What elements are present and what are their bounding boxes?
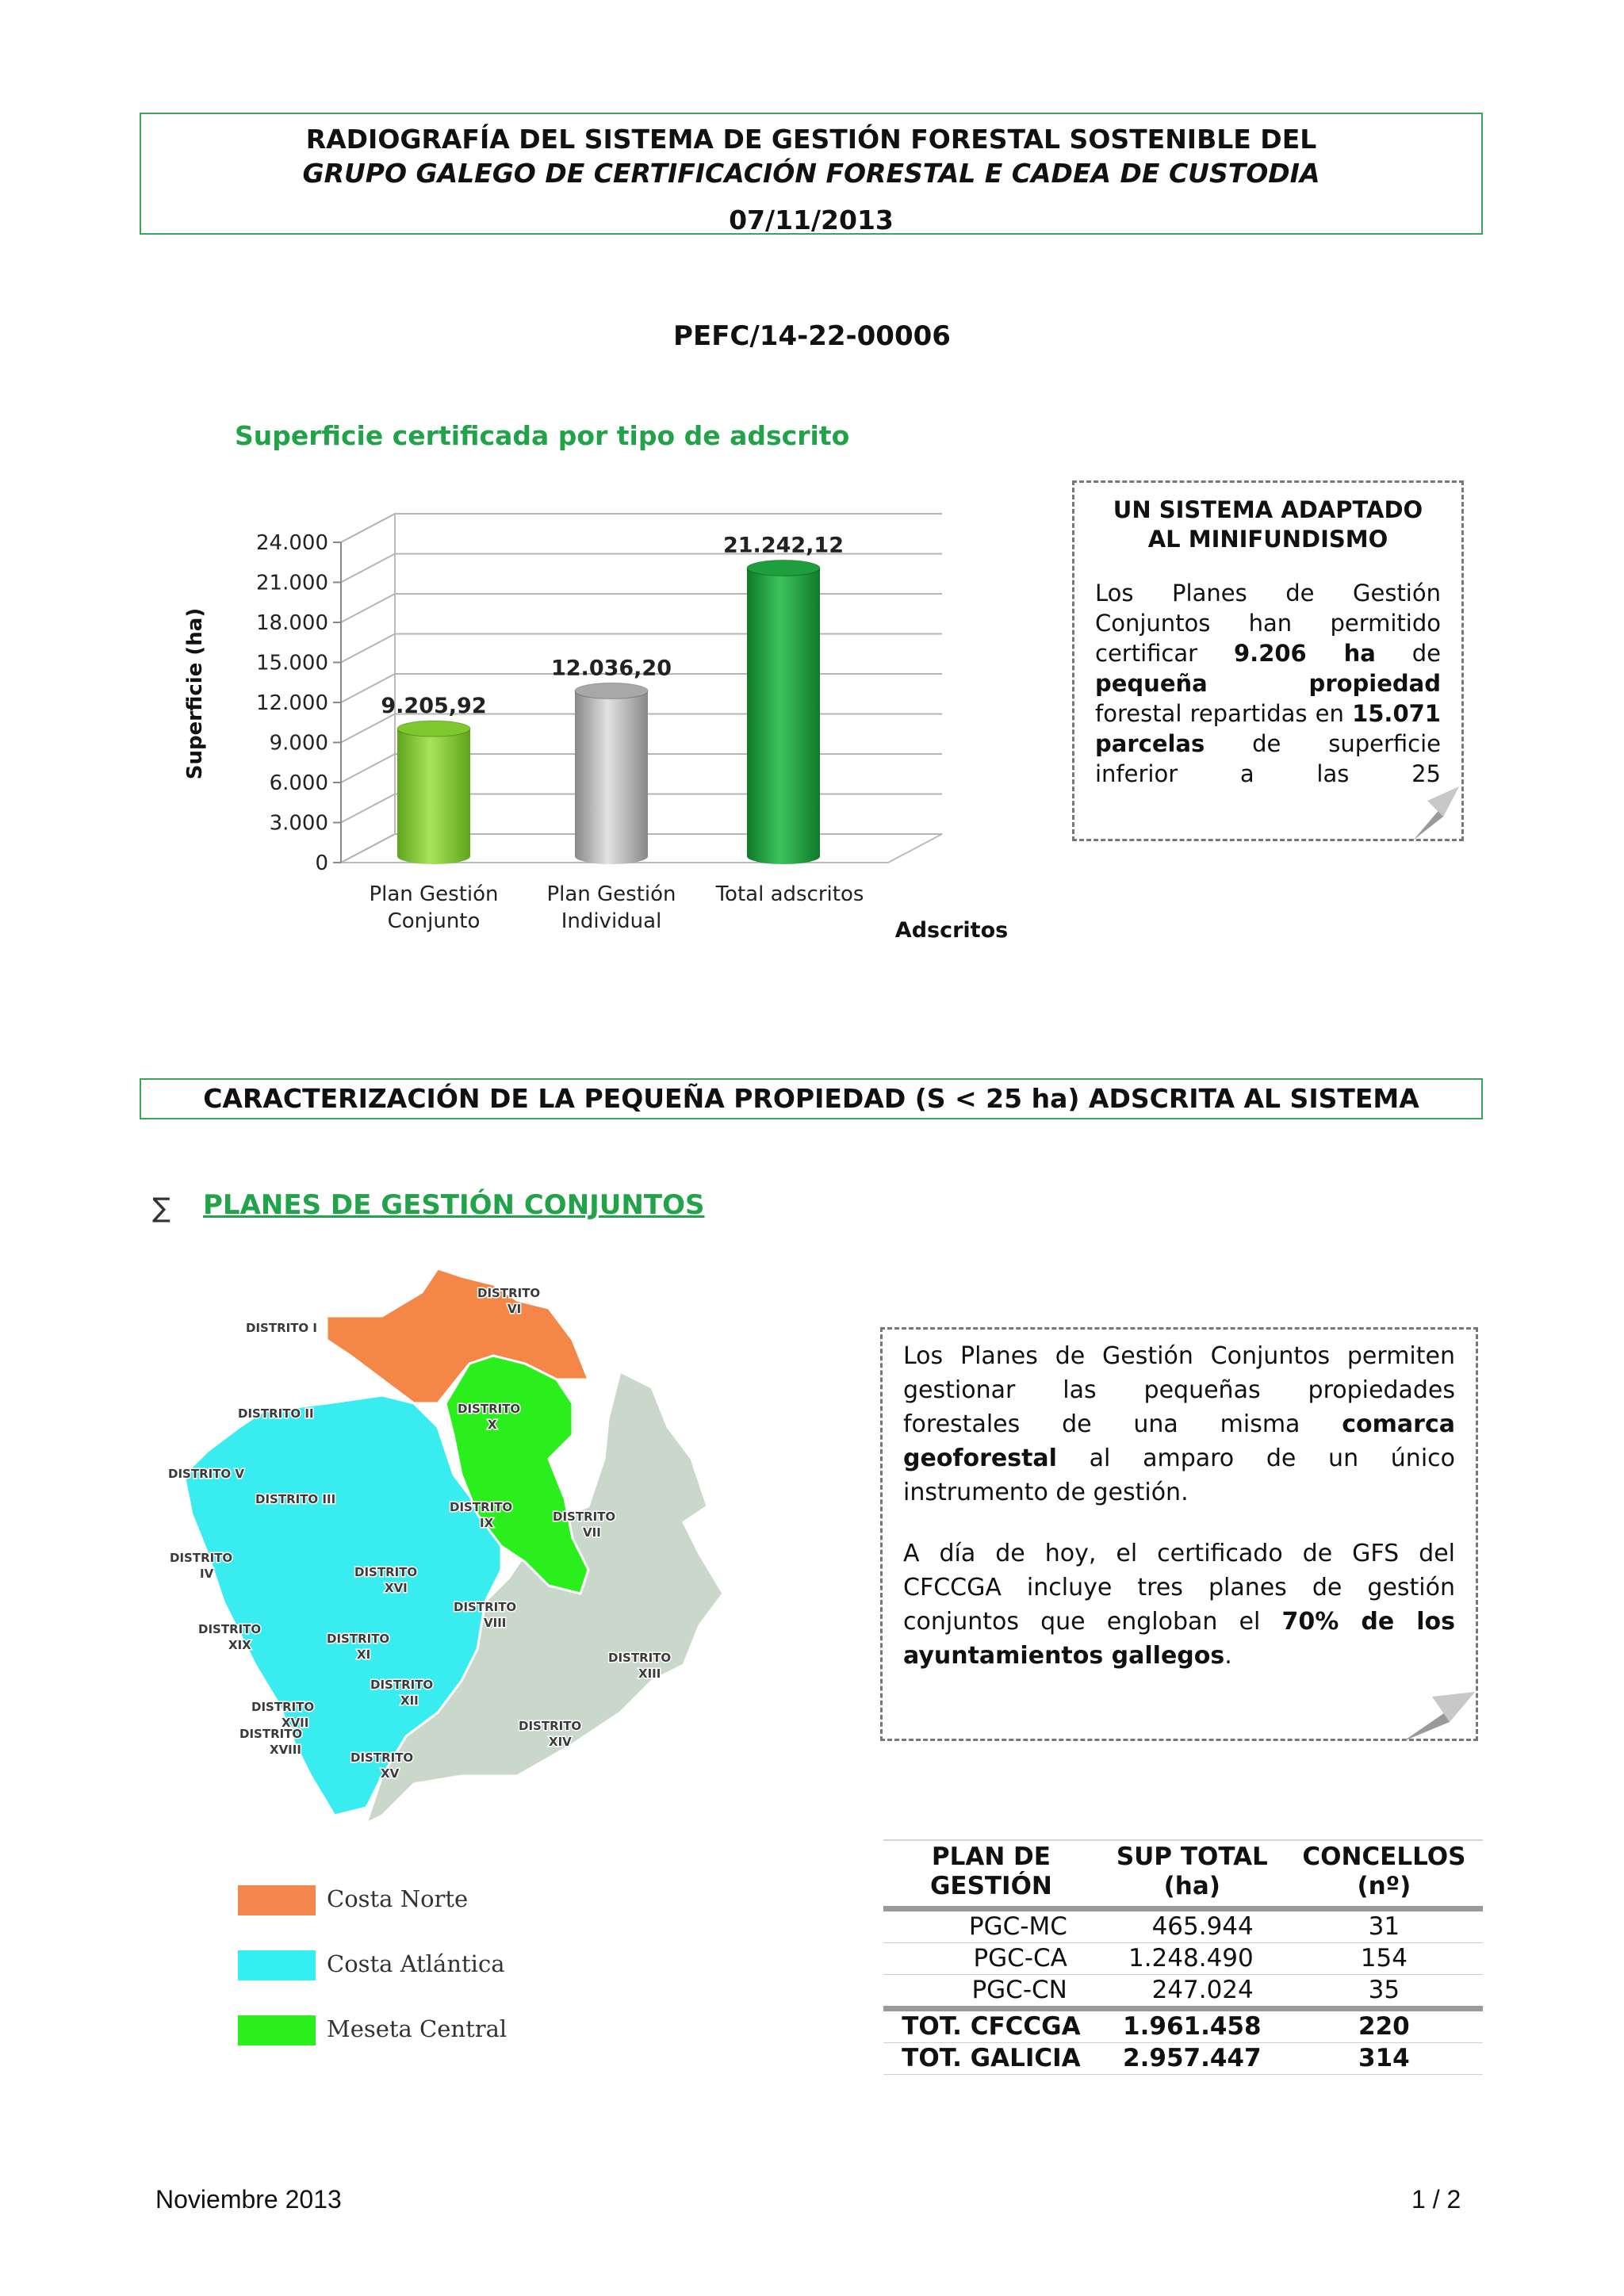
y-tick-label: 24.000	[256, 531, 328, 555]
bar-top	[575, 683, 648, 698]
svg-text:DISTRITO V: DISTRITO V	[168, 1467, 245, 1481]
svg-text:XII: XII	[400, 1693, 419, 1708]
footer-date: Noviembre 2013	[155, 2185, 342, 2214]
svg-text:XVI: XVI	[385, 1581, 408, 1595]
note2-paragraph-1: Los Planes de Gestión Conjuntos permiten gestionar las pequeñas propiedades forestales de una misma comarca geoforestal al amparo de un único instrumento de gestión.	[903, 1342, 1455, 1506]
y-axis-label: Superficie (ha)	[183, 607, 207, 780]
header-sup-total: SUP TOTAL (ha)	[1099, 1840, 1285, 1909]
svg-text:DISTRITO: DISTRITO	[198, 1622, 262, 1636]
table-total-row: TOT. GALICIA 2.957.447 314	[883, 2043, 1483, 2075]
svg-text:XV: XV	[381, 1766, 400, 1781]
y-tick-label: 9.000	[269, 731, 328, 756]
table-row: PGC-MC 465.944 31	[883, 1909, 1483, 1943]
bar-value-label: 12.036,20	[550, 656, 672, 681]
x-category-label: Conjunto	[387, 909, 481, 933]
note2-paragraph-2: A día de hoy, el certificado de GFS del CFCCGA incluye tres planes de gestión conjuntos que engloban el 70% de los ayuntamientos gallegos.	[903, 1540, 1455, 1670]
svg-text:DISTRITO: DISTRITO	[327, 1632, 390, 1646]
svg-text:DISTRITO III: DISTRITO III	[255, 1492, 336, 1506]
svg-text:IV: IV	[200, 1567, 214, 1581]
x-category-label: Individual	[561, 909, 662, 933]
legend-label-costa-atlantica: Costa Atlántica	[327, 1950, 505, 1977]
district-label	[255, 1492, 335, 1506]
bar-chart	[174, 476, 1031, 951]
pefc-code: PEFC/14-22-00006	[673, 320, 951, 352]
x-category-label: Total adscritos	[715, 882, 864, 906]
header-plan: PLAN DE GESTIÓN	[883, 1840, 1099, 1909]
svg-text:DISTRITO: DISTRITO	[370, 1678, 434, 1692]
legend-swatch-costa-atlantica	[238, 1950, 316, 1980]
svg-text:DISTRITO: DISTRITO	[251, 1700, 315, 1714]
gridline	[341, 554, 942, 583]
svg-text:XVIII: XVIII	[270, 1743, 301, 1757]
legend-label-meseta-central: Meseta Central	[327, 2015, 508, 2042]
legend-swatch-meseta-central	[238, 2015, 316, 2045]
svg-text:DISTRITO: DISTRITO	[458, 1402, 521, 1416]
y-tick-label: 21.000	[256, 571, 328, 595]
sigma-bullet-icon: ∑	[152, 1192, 170, 1224]
page-number: 1 / 2	[1411, 2185, 1461, 2214]
legend-swatch-costa-norte	[238, 1885, 316, 1915]
district-label	[168, 1467, 244, 1481]
svg-text:XI: XI	[357, 1647, 371, 1662]
svg-text:DISTRITO: DISTRITO	[553, 1510, 616, 1524]
svg-text:DISTRITO: DISTRITO	[350, 1751, 414, 1765]
x-axis-label: Adscritos	[894, 918, 1009, 943]
svg-text:XVII: XVII	[282, 1716, 309, 1730]
bar	[381, 694, 486, 864]
section-title: CARACTERIZACIÓN DE LA PEQUEÑA PROPIEDAD (S < 25 ha) ADSCRITA AL SISTEMA	[140, 1078, 1483, 1119]
svg-text:IX: IX	[480, 1516, 494, 1530]
planes-gestion-table	[883, 1839, 1483, 2075]
svg-text:DISTRITO: DISTRITO	[239, 1727, 303, 1741]
bar-top	[747, 560, 820, 576]
header-concellos: CONCELLOS (nº)	[1285, 1840, 1483, 1909]
svg-text:DISTRITO: DISTRITO	[454, 1600, 517, 1614]
note-heading	[1095, 496, 1441, 554]
subsection-title: PLANES DE GESTIÓN CONJUNTOS	[203, 1189, 705, 1221]
bar-top	[397, 721, 470, 737]
document-title-box	[140, 113, 1483, 235]
table-header-row	[883, 1840, 1483, 1909]
chart-bars	[381, 533, 844, 864]
gridline	[341, 594, 942, 622]
x-category-label: Plan Gestión	[369, 882, 499, 906]
title-line-1: RADIOGRAFÍA DEL SISTEMA DE GESTIÓN FORESTAL SOSTENIBLE DEL	[305, 124, 1317, 155]
y-tick-label: 3.000	[269, 811, 328, 836]
page-curl-icon	[1402, 1684, 1478, 1743]
bar-body	[747, 568, 820, 864]
bar-value-label: 9.205,92	[381, 694, 487, 719]
svg-text:DISTRITO: DISTRITO	[354, 1565, 418, 1579]
y-tick-label: 0	[315, 851, 328, 875]
note-heading-line-2: AL MINIFUNDISMO	[1147, 526, 1388, 553]
x-category-label: Plan Gestión	[546, 882, 676, 906]
svg-text:VIII: VIII	[484, 1616, 507, 1630]
bar-body	[575, 691, 648, 864]
page-curl-icon	[1405, 785, 1465, 844]
svg-text:XIV: XIV	[549, 1735, 572, 1749]
y-tick-label: 12.000	[256, 691, 328, 715]
table-row: PGC-CN 247.024 35	[883, 1975, 1483, 2009]
x-axis-categories	[369, 882, 864, 933]
svg-text:XIII: XIII	[638, 1667, 661, 1681]
y-tick-label: 6.000	[269, 771, 328, 795]
table-total-row: TOT. CFCCGA 1.961.458 220	[883, 2009, 1483, 2043]
bar	[723, 533, 844, 864]
legend-label-costa-norte: Costa Norte	[327, 1885, 469, 1912]
y-tick-label: 18.000	[256, 611, 328, 635]
title-line-2: GRUPO GALEGO DE CERTIFICACIÓN FORESTAL E CADEA DE CUSTODIA	[302, 158, 1320, 189]
y-tick-label: 15.000	[256, 651, 328, 675]
svg-text:DISTRITO I: DISTRITO I	[246, 1321, 317, 1335]
svg-text:DISTRITO: DISTRITO	[519, 1719, 582, 1733]
chart-title: Superficie certificada por tipo de adscrito	[235, 420, 850, 451]
y-axis-ticks	[256, 531, 341, 875]
svg-text:DISTRITO: DISTRITO	[450, 1500, 513, 1514]
gridline	[341, 514, 942, 542]
svg-text:VI: VI	[508, 1302, 522, 1316]
title-date: 07/11/2013	[729, 205, 894, 235]
district-label	[246, 1321, 317, 1335]
galicia-district-map	[168, 1269, 731, 1839]
bar	[551, 656, 672, 864]
svg-text:X: X	[488, 1418, 497, 1432]
planes-gestion-note	[880, 1327, 1478, 1741]
svg-text:DISTRITO II: DISTRITO II	[238, 1406, 314, 1421]
svg-text:DISTRITO: DISTRITO	[170, 1551, 233, 1565]
bar-body	[397, 729, 470, 864]
bar-value-label: 21.242,12	[722, 533, 845, 558]
note-heading-line-1: UN SISTEMA ADAPTADO	[1113, 496, 1423, 523]
svg-text:XIX: XIX	[228, 1638, 251, 1652]
district-label	[238, 1406, 314, 1421]
table-row: PGC-CA 1.248.490 154	[883, 1943, 1483, 1975]
svg-text:VII: VII	[583, 1525, 601, 1540]
svg-text:DISTRITO: DISTRITO	[608, 1651, 672, 1665]
note-text: Los Planes de Gestión Conjuntos han permitido certificar 9.206 ha de pequeña propiedad forestal repartidas en 15.071 parcelas de superficie inferior a las 25	[1095, 580, 1441, 787]
svg-text:DISTRITO: DISTRITO	[477, 1286, 541, 1300]
